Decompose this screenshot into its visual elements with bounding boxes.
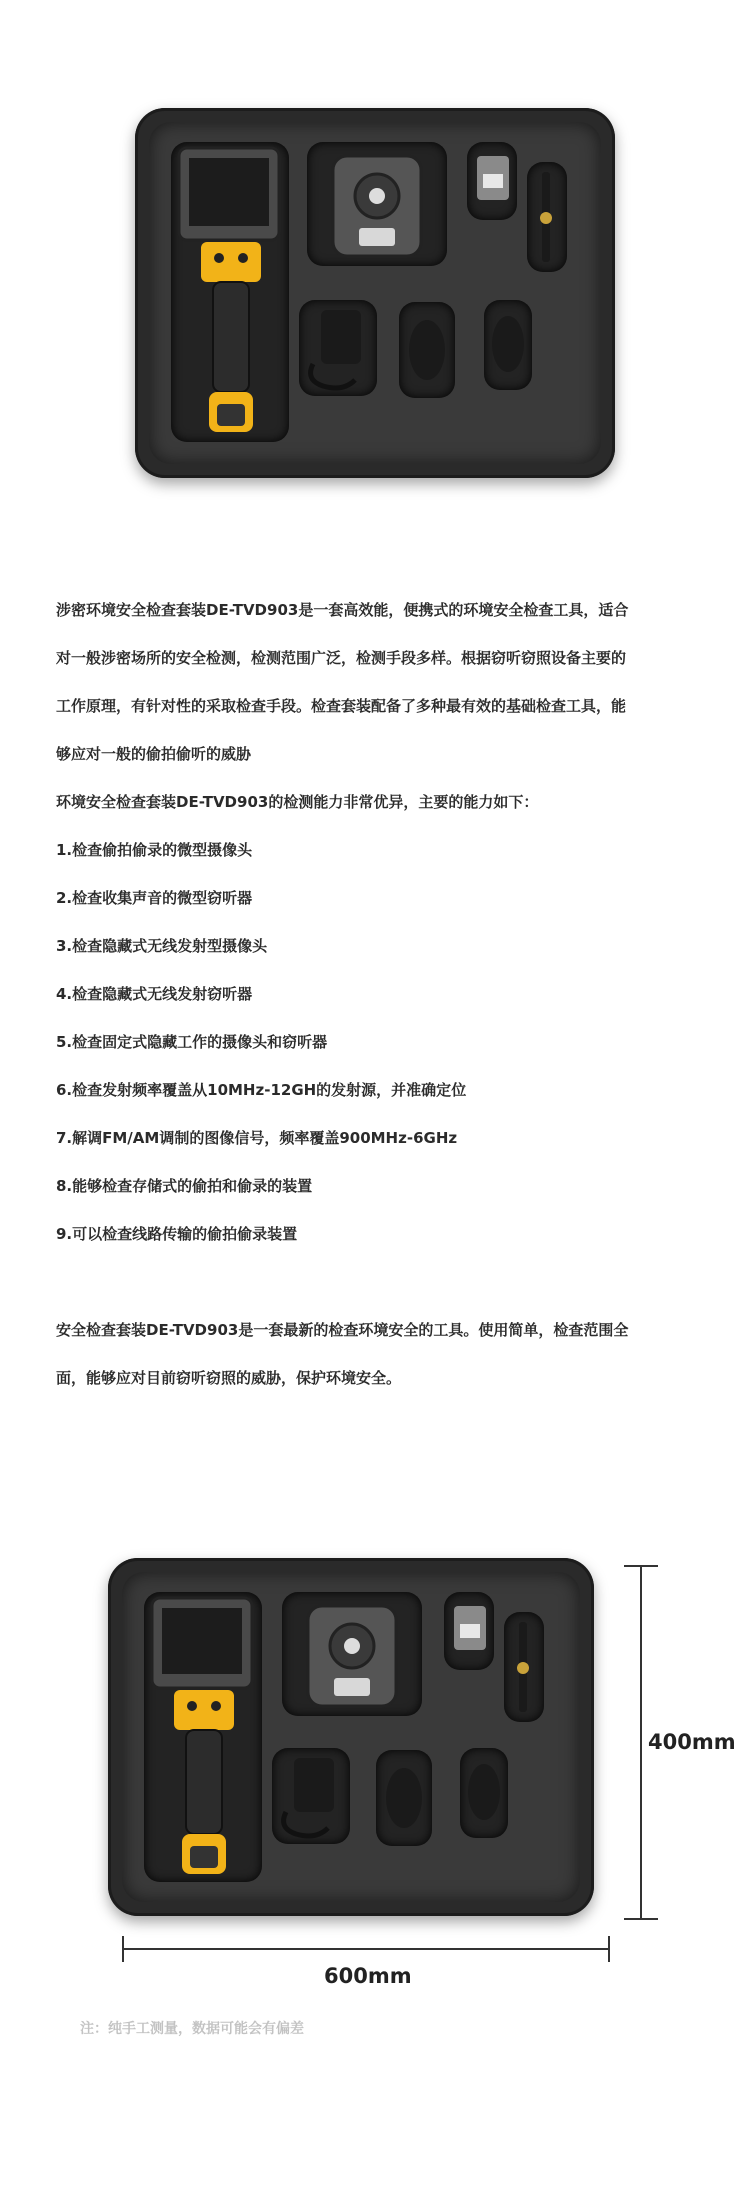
detector-device-icon [282,1592,422,1716]
receiver-unit-icon [467,142,517,220]
width-dimension-cap-right [608,1936,610,1962]
capability-item: 6.检查发射频率覆盖从10MHz-12GH的发射源，并准确定位 [56,1081,467,1099]
capability-item: 8.能够检查存储式的偷拍和偷录的装置 [56,1177,313,1195]
height-dimension-cap-bottom [624,1918,658,1920]
product-case-photo-top [135,108,615,478]
width-dimension-line [122,1948,610,1950]
capability-intro: 环境安全检查套装DE-TVD903的检测能力非常优异，主要的能力如下： [56,793,539,811]
capability-item: 9.可以检查线路传输的偷拍偷录装置 [56,1225,298,1243]
capability-item: 4.检查隐藏式无线发射窃听器 [56,985,253,1003]
width-dimension-cap-left [122,1936,124,1962]
intro-paragraph [56,586,706,1258]
text-line: 面，能够应对目前窃听窃照的威胁，保护环境安全。 [56,1369,402,1387]
thermal-camera-icon [144,1592,262,1882]
height-dimension-label: 400mm [648,1730,736,1754]
capability-item: 7.解调FM/AM调制的图像信号，频率覆盖900MHz-6GHz [56,1129,458,1147]
summary-paragraph [56,1306,706,1402]
capability-item: 1.检查偷拍偷录的微型摄像头 [56,841,253,859]
height-dimension-line [640,1565,642,1920]
receiver-unit-icon [444,1592,494,1670]
text-line: 安全检查套装DE-TVD903是一套最新的检查环境安全的工具。使用简单，检查范围全 [56,1321,629,1339]
power-adapter-icon [272,1748,350,1844]
text-line: 工作原理，有针对性的采取检查手段。检查套装配备了多种最有效的基础检查工具，能 [56,697,627,715]
probe-icon [484,300,532,390]
power-adapter-icon [299,300,377,396]
earphone-icon [376,1750,432,1846]
capability-item: 5.检查固定式隐藏工作的摄像头和窃听器 [56,1033,328,1051]
detector-device-icon [307,142,447,266]
capability-item: 3.检查隐藏式无线发射型摄像头 [56,937,268,955]
measurement-note: 注：纯手工测量，数据可能会有偏差 [80,2021,304,2037]
text-line: 够应对一般的偷拍偷听的威胁 [56,745,252,763]
antenna-icon [504,1612,544,1722]
case-foam-insert [149,122,601,464]
case-foam-insert [122,1572,580,1902]
width-dimension-label: 600mm [324,1964,412,1988]
product-case-photo-dimensions [108,1558,594,1916]
text-line: 涉密环境安全检查套装DE-TVD903是一套高效能，便携式的环境安全检查工具，适合 [56,601,629,619]
height-dimension-cap-top [624,1565,658,1567]
antenna-icon [527,162,567,272]
probe-icon [460,1748,508,1838]
earphone-icon [399,302,455,398]
capability-item: 2.检查收集声音的微型窃听器 [56,889,253,907]
text-line: 对一般涉密场所的安全检测，检测范围广泛，检测手段多样。根据窃听窃照设备主要的 [56,649,627,667]
thermal-camera-icon [171,142,289,442]
